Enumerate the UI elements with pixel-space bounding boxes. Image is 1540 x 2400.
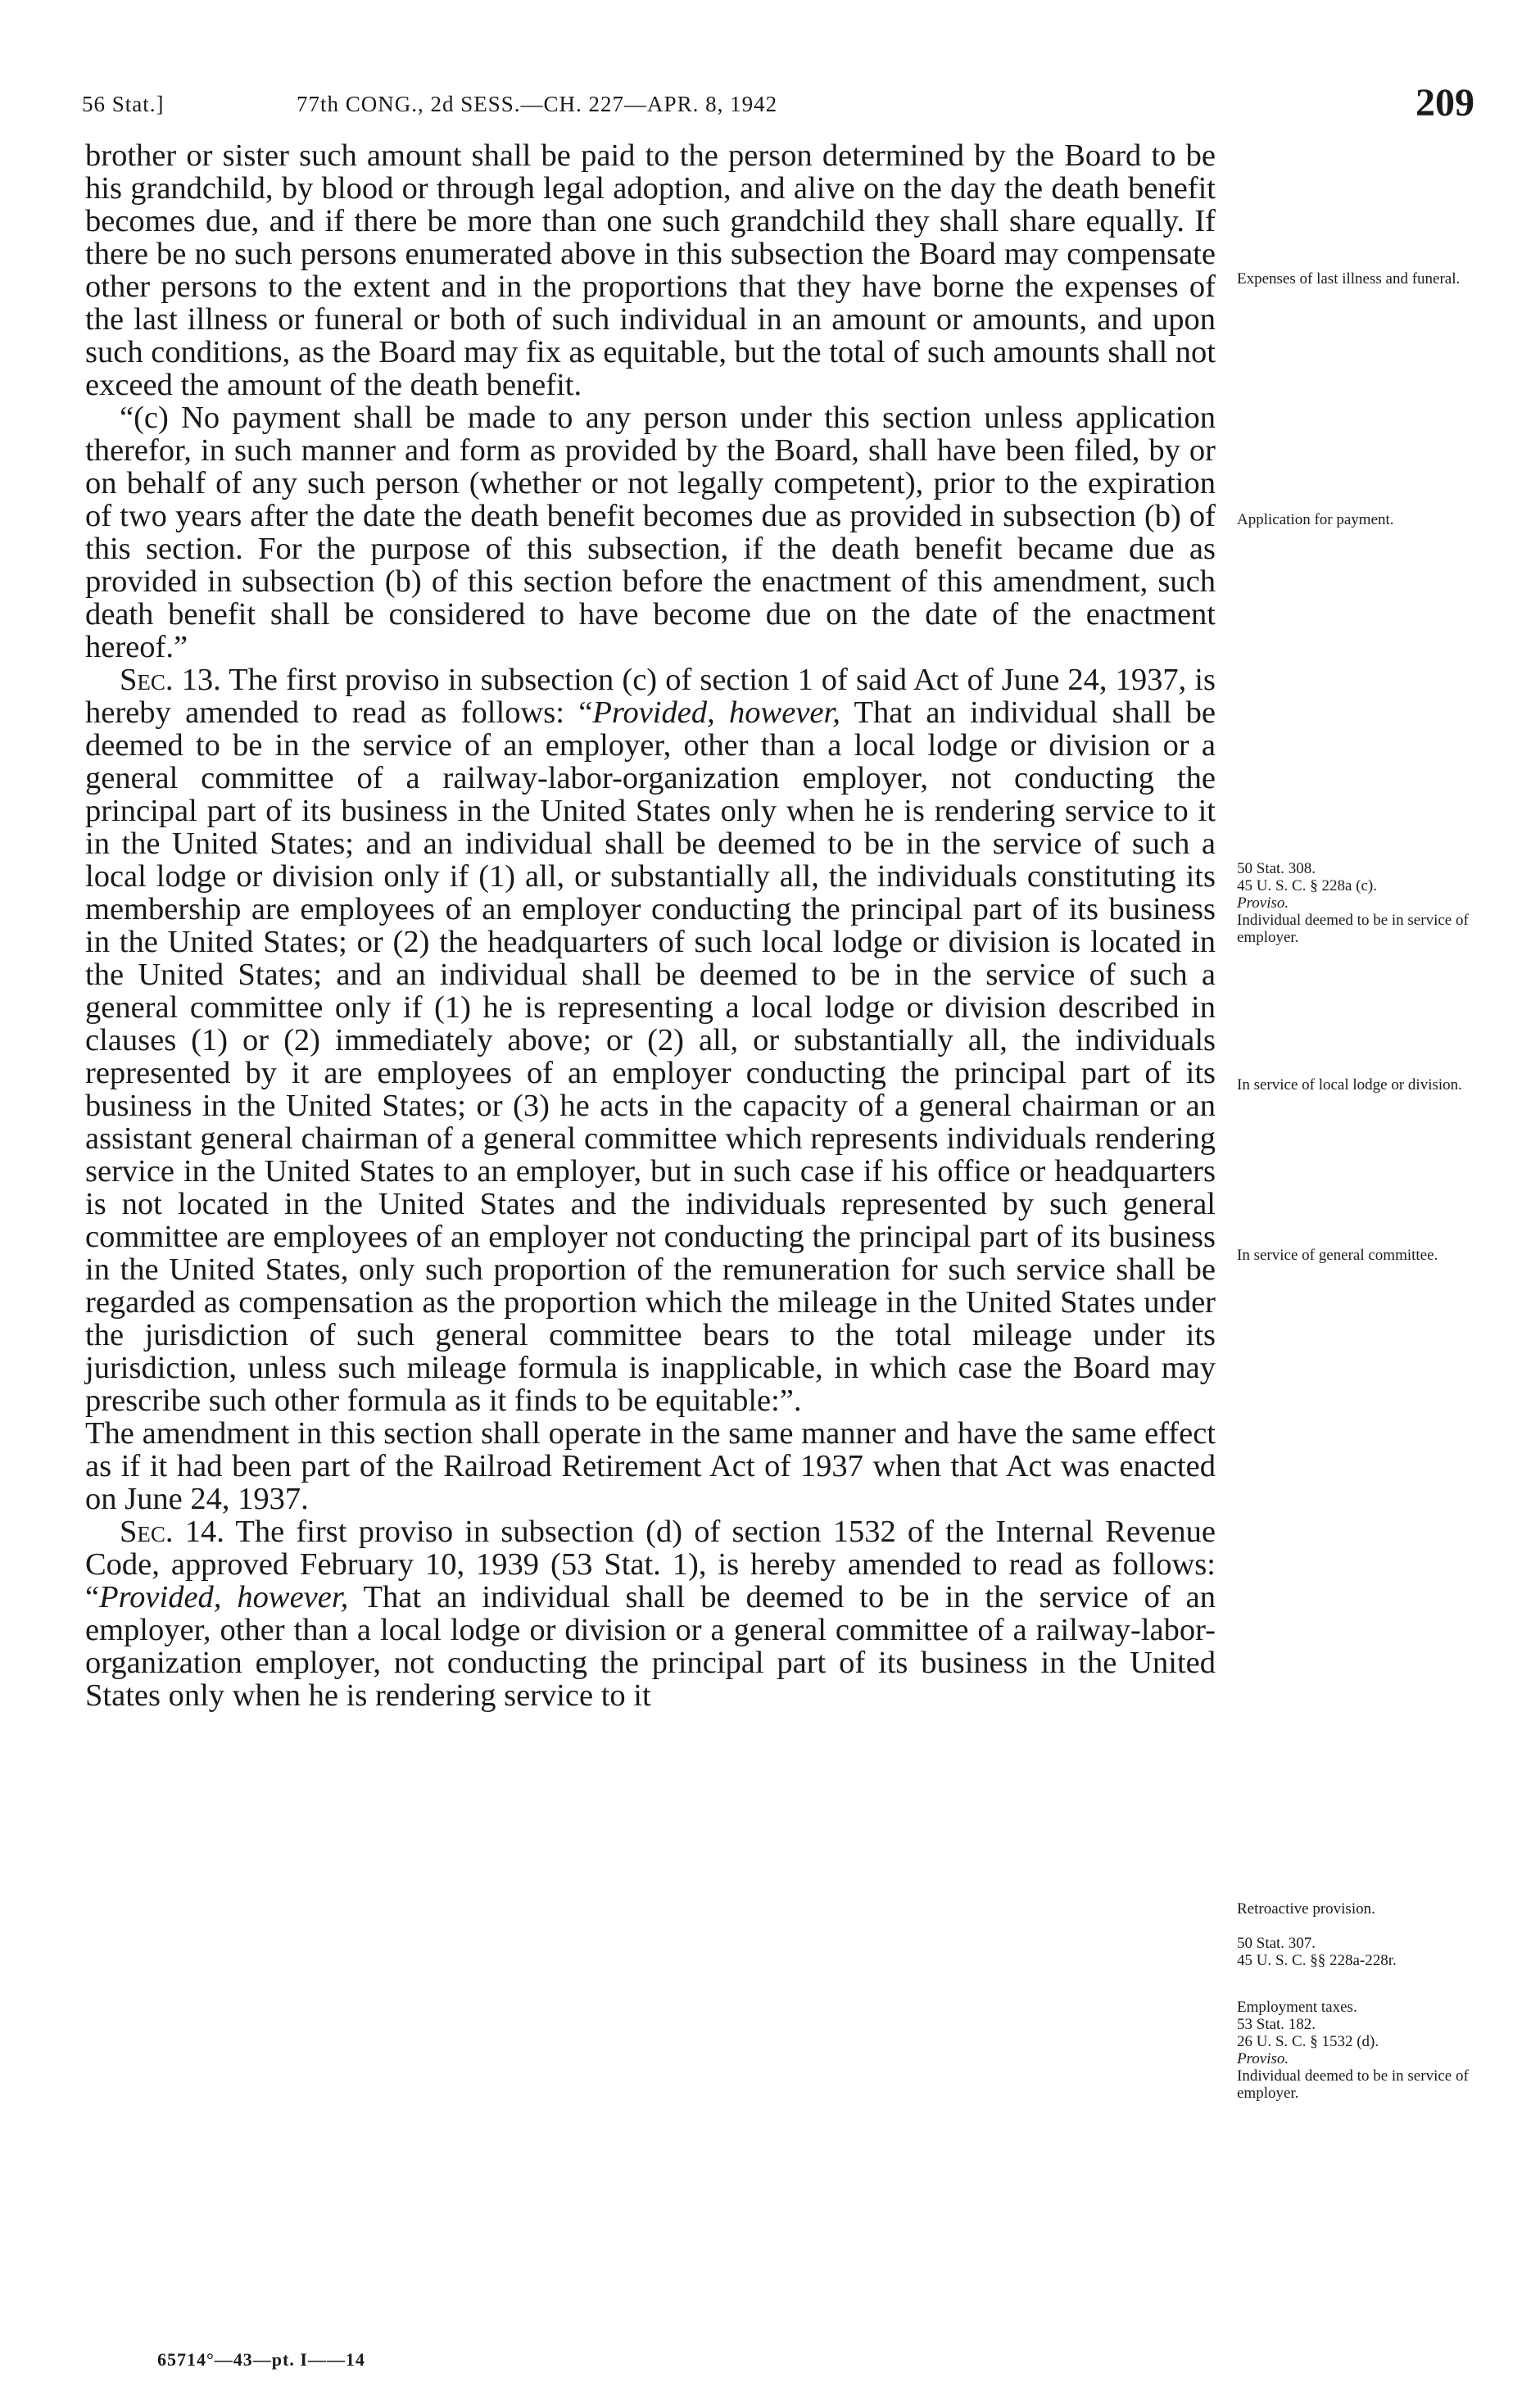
note-stat-53-182: 53 Stat. 182.	[1237, 2016, 1316, 2033]
section-14-label: Sec. 14.	[120, 1515, 224, 1549]
note-application: Application for payment.	[1237, 511, 1394, 528]
note-general-committee: In service of general committee.	[1237, 1247, 1438, 1264]
note-individual-deemed: Individual deemed to be in service of employer.	[1237, 2067, 1469, 2102]
section-14-proviso: That an individual shall be deemed to be in the service of an employer, other than a local lodge or division or a general committee of a railway-labor-organization employer, not conducting the principal part of its business in the United States only when he is rendering service to it	[85, 1580, 1216, 1713]
running-head: 77th CONG., 2d SESS.—CH. 227—APR. 8, 1942	[297, 92, 778, 116]
paragraph-amendment-effect: The amendment in this section shall operate in the same manner and have the same effect as if it had been part of the Railroad Retirement Act of 1937 when that Act was enacted on June 24, 1937.	[85, 1416, 1216, 1516]
page-number: 209	[1415, 81, 1474, 125]
note-usc-228a-228r: 45 U. S. C. §§ 228a-228r.	[1237, 1952, 1397, 1969]
note-usc-228a: 45 U. S. C. § 228a (c).	[1237, 877, 1377, 894]
note-individual-deemed: Individual deemed to be in service of employer.	[1237, 912, 1469, 946]
note-expenses: Expenses of last illness and funeral.	[1237, 270, 1461, 288]
note-proviso: Proviso.	[1237, 2050, 1289, 2067]
note-local-lodge: In service of local lodge or division.	[1237, 1076, 1462, 1094]
main-text	[85, 139, 1216, 1712]
paragraph-section-13	[85, 663, 1216, 1417]
page-header	[82, 81, 1474, 134]
note-employment-taxes: Employment taxes.	[1237, 1999, 1357, 2016]
proviso-emphasis: Provided, however,	[99, 1580, 349, 1614]
note-stat-50-307: 50 Stat. 307.	[1237, 1935, 1316, 1952]
section-13-label: Sec. 13.	[120, 663, 221, 697]
section-13-proviso: That an individual shall be deemed to be in the service of an employer, other than a local lodge or division or a general committee of a railway-labor-organization employer, not conducting the principal part of its business in the United States only when he is rendering service to it in the United States; and an individual shall be deemed to be in the service of such a local lodge or division only if (1) all, or substantially all, the individuals constituting its membership are employees of an employer conducting the principal part of its business in the United States; or (2) the headquarters of such local lodge or division is located in the United States; and an individual shall be deemed to be in the service of such a general committee only if (1) he is representing a local lodge or division described in clauses (1) or (2) immediately above; or (2) all, or substantially all, the individuals represented by it are employees of an employer conducting the principal part of its business in the United States; or (3) he acts in the capacity of a general chairman or an assistant general chairman of a general committee which represents individuals rendering service in the United States to an employer, but in such case if his office or headquarters is not located in the United States and the individuals represented by such general committee are employees of an employer not conducting the principal part of its business in the United States, only such proportion of the remuneration for such service shall be regarded as compensation as the proportion which the mileage in the United States under the jurisdiction of such general committee bears to the total mileage under its jurisdiction, unless such mileage formula is inapplicable, in which case the Board may prescribe such other formula as it finds to be equitable:”.	[85, 695, 1216, 1418]
paragraph-section-14	[85, 1515, 1216, 1712]
statute-reference: 56 Stat.]	[82, 92, 165, 116]
printer-signature: 65714°—43—pt. I——14	[157, 2349, 365, 2370]
note-retroactive: Retroactive provision.	[1237, 1900, 1375, 1918]
section-14-text: The first proviso in subsection (d) of section 1532 of the Internal Revenue Code, approved February 10, 1939 (53 Stat. 1), is hereby amended to read as follows: “	[85, 1515, 1216, 1614]
note-usc-1532: 26 U. S. C. § 1532 (d).	[1237, 2033, 1379, 2050]
note-stat-50-308: 50 Stat. 308.	[1237, 860, 1316, 877]
paragraph-subsection-c: “(c) No payment shall be made to any person under this section unless application therefor, in such manner and form as provided by the Board, shall have been filed, by or on behalf of any such person (whether or not legally competent), prior to the expiration of two years after the date the death benefit becomes due as provided in subsection (b) of this section. For the purpose of this subsection, if the death benefit became due as provided in subsection (b) of this section before the enactment of this amendment, such death benefit shall be considered to have become due on the date of the enactment hereof.”	[85, 401, 1216, 664]
proviso-emphasis: Provided, however,	[592, 695, 840, 730]
section-13-text: The first proviso in subsection (c) of section 1 of said Act of June 24, 1937, is hereby amended to read as follows: “	[85, 663, 1216, 730]
paragraph-continued: brother or sister such amount shall be paid to the person determined by the Board to be his grandchild, by blood or through legal adoption, and alive on the day the death benefit becomes due, and if there be more than one such grandchild they shall share equally. If there be no such persons enumerated above in this subsection the Board may compensate other persons to the extent and in the proportions that they have borne the expenses of the last illness or funeral or both of such individual in an amount or amounts, and upon such conditions, as the Board may fix as equitable, but the total of such amounts shall not exceed the amount of the death benefit.	[85, 138, 1216, 402]
note-proviso: Proviso.	[1237, 894, 1289, 912]
